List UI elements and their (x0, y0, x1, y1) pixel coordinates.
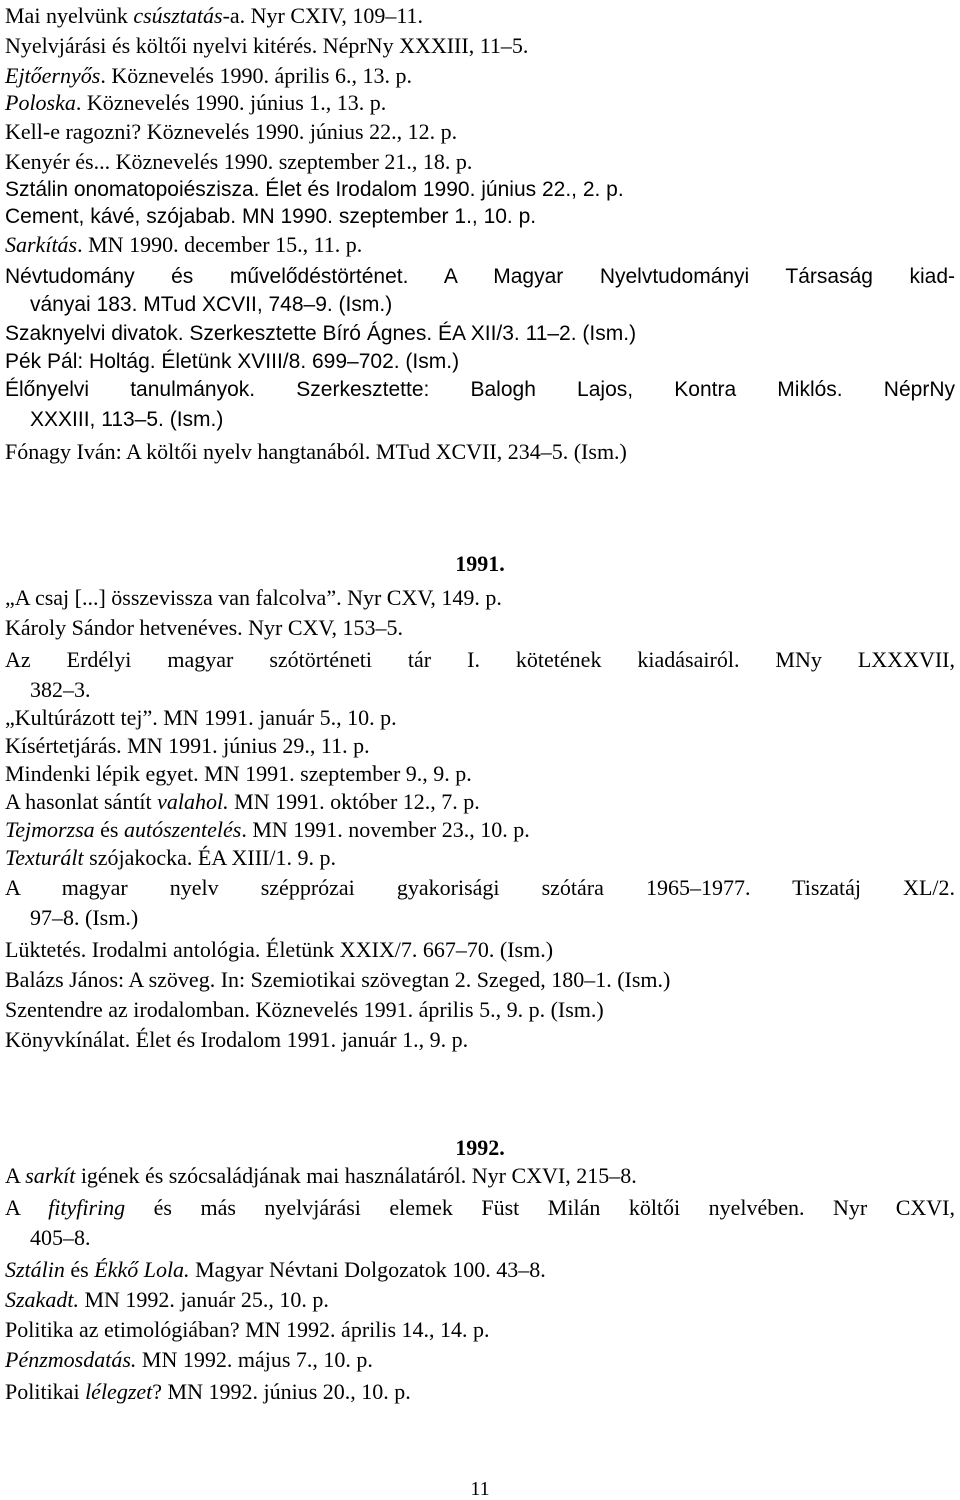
entry-text: Mai nyelvünk (5, 3, 134, 28)
bibliography-entry (5, 1258, 955, 1282)
entry-text: MN 1992. január 25., 10. p. (78, 1287, 329, 1312)
italic-term: csúsztatás (133, 3, 223, 28)
entry-text: Lüktetés. Irodalmi antológia. Életünk XXIX/7. 667–70. (Ism.) (5, 937, 554, 962)
entry-text: Politikai (5, 1379, 86, 1404)
bibliography-entry (5, 64, 955, 88)
bibliography-entry (5, 818, 955, 842)
entry-text: Szaknyelvi divatok. Szerkesztette Bíró Ágnes. ÉA XII/3. 11–2. (Ism.) (5, 322, 637, 345)
italic-term: lélegzet (85, 1379, 153, 1404)
italic-term: sarkít (25, 1163, 76, 1188)
entry-text: Mindenki lépik egyet. MN 1991. szeptember 9., 9. p. (5, 761, 472, 786)
entry-text: . Köznevelés 1990. április 6., 13. p. (100, 63, 412, 88)
bibliography-entry-continuation (30, 1226, 91, 1250)
italic-term: Sarkítás (5, 232, 78, 257)
bibliography-entry (5, 1028, 955, 1052)
bibliography-entry (5, 4, 955, 28)
bibliography-entry (5, 616, 955, 640)
entry-text: 382–3. (30, 677, 91, 702)
entry-text: és (94, 817, 124, 842)
entry-text: MN 1991. október 12., 7. p. (228, 789, 480, 814)
year-heading-1991: 1991. (455, 551, 505, 576)
entry-text: 405–8. (30, 1225, 91, 1250)
entry-text: és más nyelvjárási elemek Füst Milán költői nyelvében. Nyr CXVI, (125, 1195, 955, 1220)
bibliography-entry-continuation (30, 678, 91, 702)
bibliography-entry (5, 938, 955, 962)
entry-text: Sztálin onomatopoiészisza. Élet és Irodalom 1990. június 22., 2. p. (5, 178, 624, 201)
italic-term: Poloska (5, 90, 76, 115)
bibliography-entry (5, 178, 955, 202)
entry-text: A hasonlat sántít (5, 789, 158, 814)
bibliography-entry (5, 91, 955, 115)
bibliography-entry (5, 34, 955, 58)
bibliography-entry (5, 734, 955, 758)
entry-text: Névtudomány és művelődéstörténet. A Magyar Nyelvtudományi Társaság kiad- (5, 265, 955, 288)
bibliography-entry (5, 378, 955, 402)
page-number: 11 (470, 1478, 490, 1500)
entry-text: A (5, 1163, 26, 1188)
italic-term: Sztálin (5, 1257, 65, 1282)
entry-text: Élőnyelvi tanulmányok. Szerkesztette: Balogh Lajos, Kontra Miklós. NéprNy (5, 378, 955, 401)
entry-text: . MN 1990. december 15., 11. p. (77, 232, 363, 257)
entry-text: ? MN 1992. június 20., 10. p. (152, 1379, 411, 1404)
entry-text: XXXIII, 113–5. (Ism.) (30, 408, 224, 431)
entry-text: „Kultúrázott tej”. MN 1991. január 5., 10. p. (5, 705, 397, 730)
bibliography-entry (5, 350, 955, 374)
bibliography-entry (5, 1318, 955, 1342)
year-heading-1992: 1992. (455, 1135, 505, 1160)
entry-text: Szentendre az irodalomban. Köznevelés 1991. április 5., 9. p. (Ism.) (5, 997, 604, 1022)
entry-text: Politika az etimológiában? MN 1992. április 14., 14. p. (5, 1317, 490, 1342)
italic-term: Pénzmosdatás. (5, 1347, 137, 1372)
bibliography-entry (5, 150, 955, 174)
bibliography-entry (5, 876, 955, 900)
bibliography-entry (5, 1380, 955, 1404)
bibliography-entry (5, 233, 955, 257)
bibliography-entry (5, 648, 955, 672)
entry-text: Kell-e ragozni? Köznevelés 1990. június 22., 12. p. (5, 119, 458, 144)
entry-text: Balázs János: A szöveg. In: Szemiotikai szövegtan 2. Szeged, 180–1. (Ism.) (5, 967, 671, 992)
italic-term: Texturált (5, 845, 84, 870)
entry-text: Károly Sándor hetvenéves. Nyr CXV, 153–5. (5, 615, 403, 640)
entry-text: Könyvkínálat. Élet és Irodalom 1991. január 1., 9. p. (5, 1027, 469, 1052)
bibliography-entry (5, 762, 955, 786)
bibliography-entry (5, 998, 955, 1022)
entry-text: „A csaj [...] összevissza van falcolva”. Nyr CXV, 149. p. (5, 585, 502, 610)
bibliography-entry-continuation (30, 906, 138, 930)
bibliography-entry (5, 1164, 955, 1188)
bibliography-entry (5, 440, 955, 464)
entry-text: szójakocka. ÉA XIII/1. 9. p. (83, 845, 336, 870)
bibliography-entry (5, 706, 955, 730)
bibliography-entry (5, 205, 955, 229)
bibliography-entry (5, 1196, 955, 1220)
bibliography-entry (5, 120, 955, 144)
entry-text: és (64, 1257, 95, 1282)
entry-text: . MN 1991. november 23., 10. p. (241, 817, 530, 842)
italic-term: fityfiring (48, 1195, 126, 1220)
italic-term: valahol. (157, 789, 229, 814)
bibliography-entry (5, 968, 955, 992)
entry-text: Az Erdélyi magyar szótörténeti tár I. kötetének kiadásairól. MNy LXXXVII, (5, 647, 955, 672)
entry-text: Fónagy Iván: A költői nyelv hangtanából. MTud XCVII, 234–5. (Ism.) (5, 439, 627, 464)
entry-text: . Köznevelés 1990. június 1., 13. p. (75, 90, 387, 115)
bibliography-entry (5, 846, 955, 870)
entry-text: MN 1992. május 7., 10. p. (136, 1347, 373, 1372)
bibliography-entry-continuation (30, 408, 223, 432)
entry-text: 97–8. (Ism.) (30, 905, 139, 930)
bibliography-entry (5, 1348, 955, 1372)
entry-text: A (5, 1195, 49, 1220)
italic-term: Ékkő Lola. (94, 1257, 190, 1282)
italic-term: Tejmorzsa (5, 817, 95, 842)
bibliography-entry-continuation (30, 293, 392, 317)
bibliography-entry (5, 790, 955, 814)
entry-text: A magyar nyelv szépprózai gyakorisági szótára 1965–1977. Tiszatáj XL/2. (5, 875, 955, 900)
bibliography-entry (5, 265, 955, 289)
italic-term: Ejtőernyős (5, 63, 101, 88)
bibliography-entry (5, 1288, 955, 1312)
entry-text: Nyelvjárási és költői nyelvi kitérés. NéprNy XXXIII, 11–5. (5, 33, 529, 58)
entry-text: -a. Nyr CXIV, 109–11. (222, 3, 424, 28)
entry-text: igének és szócsaládjának mai használatáról. Nyr CXVI, 215–8. (75, 1163, 637, 1188)
bibliography-entry (5, 586, 955, 610)
entry-text: Pék Pál: Holtág. Életünk XVIII/8. 699–702. (Ism.) (5, 350, 460, 373)
entry-text: Magyar Névtani Dolgozatok 100. 43–8. (189, 1257, 546, 1282)
entry-text: Kenyér és... Köznevelés 1990. szeptember 21., 18. p. (5, 149, 473, 174)
entry-text: Cement, kávé, szójabab. MN 1990. szeptember 1., 10. p. (5, 205, 537, 228)
entry-text: Kísértetjárás. MN 1991. június 29., 11. p. (5, 733, 370, 758)
italic-term: Szakadt. (5, 1287, 79, 1312)
italic-term: autószentelés (124, 817, 242, 842)
bibliography-entry (5, 322, 955, 346)
entry-text: ványai 183. MTud XCVII, 748–9. (Ism.) (30, 293, 393, 316)
